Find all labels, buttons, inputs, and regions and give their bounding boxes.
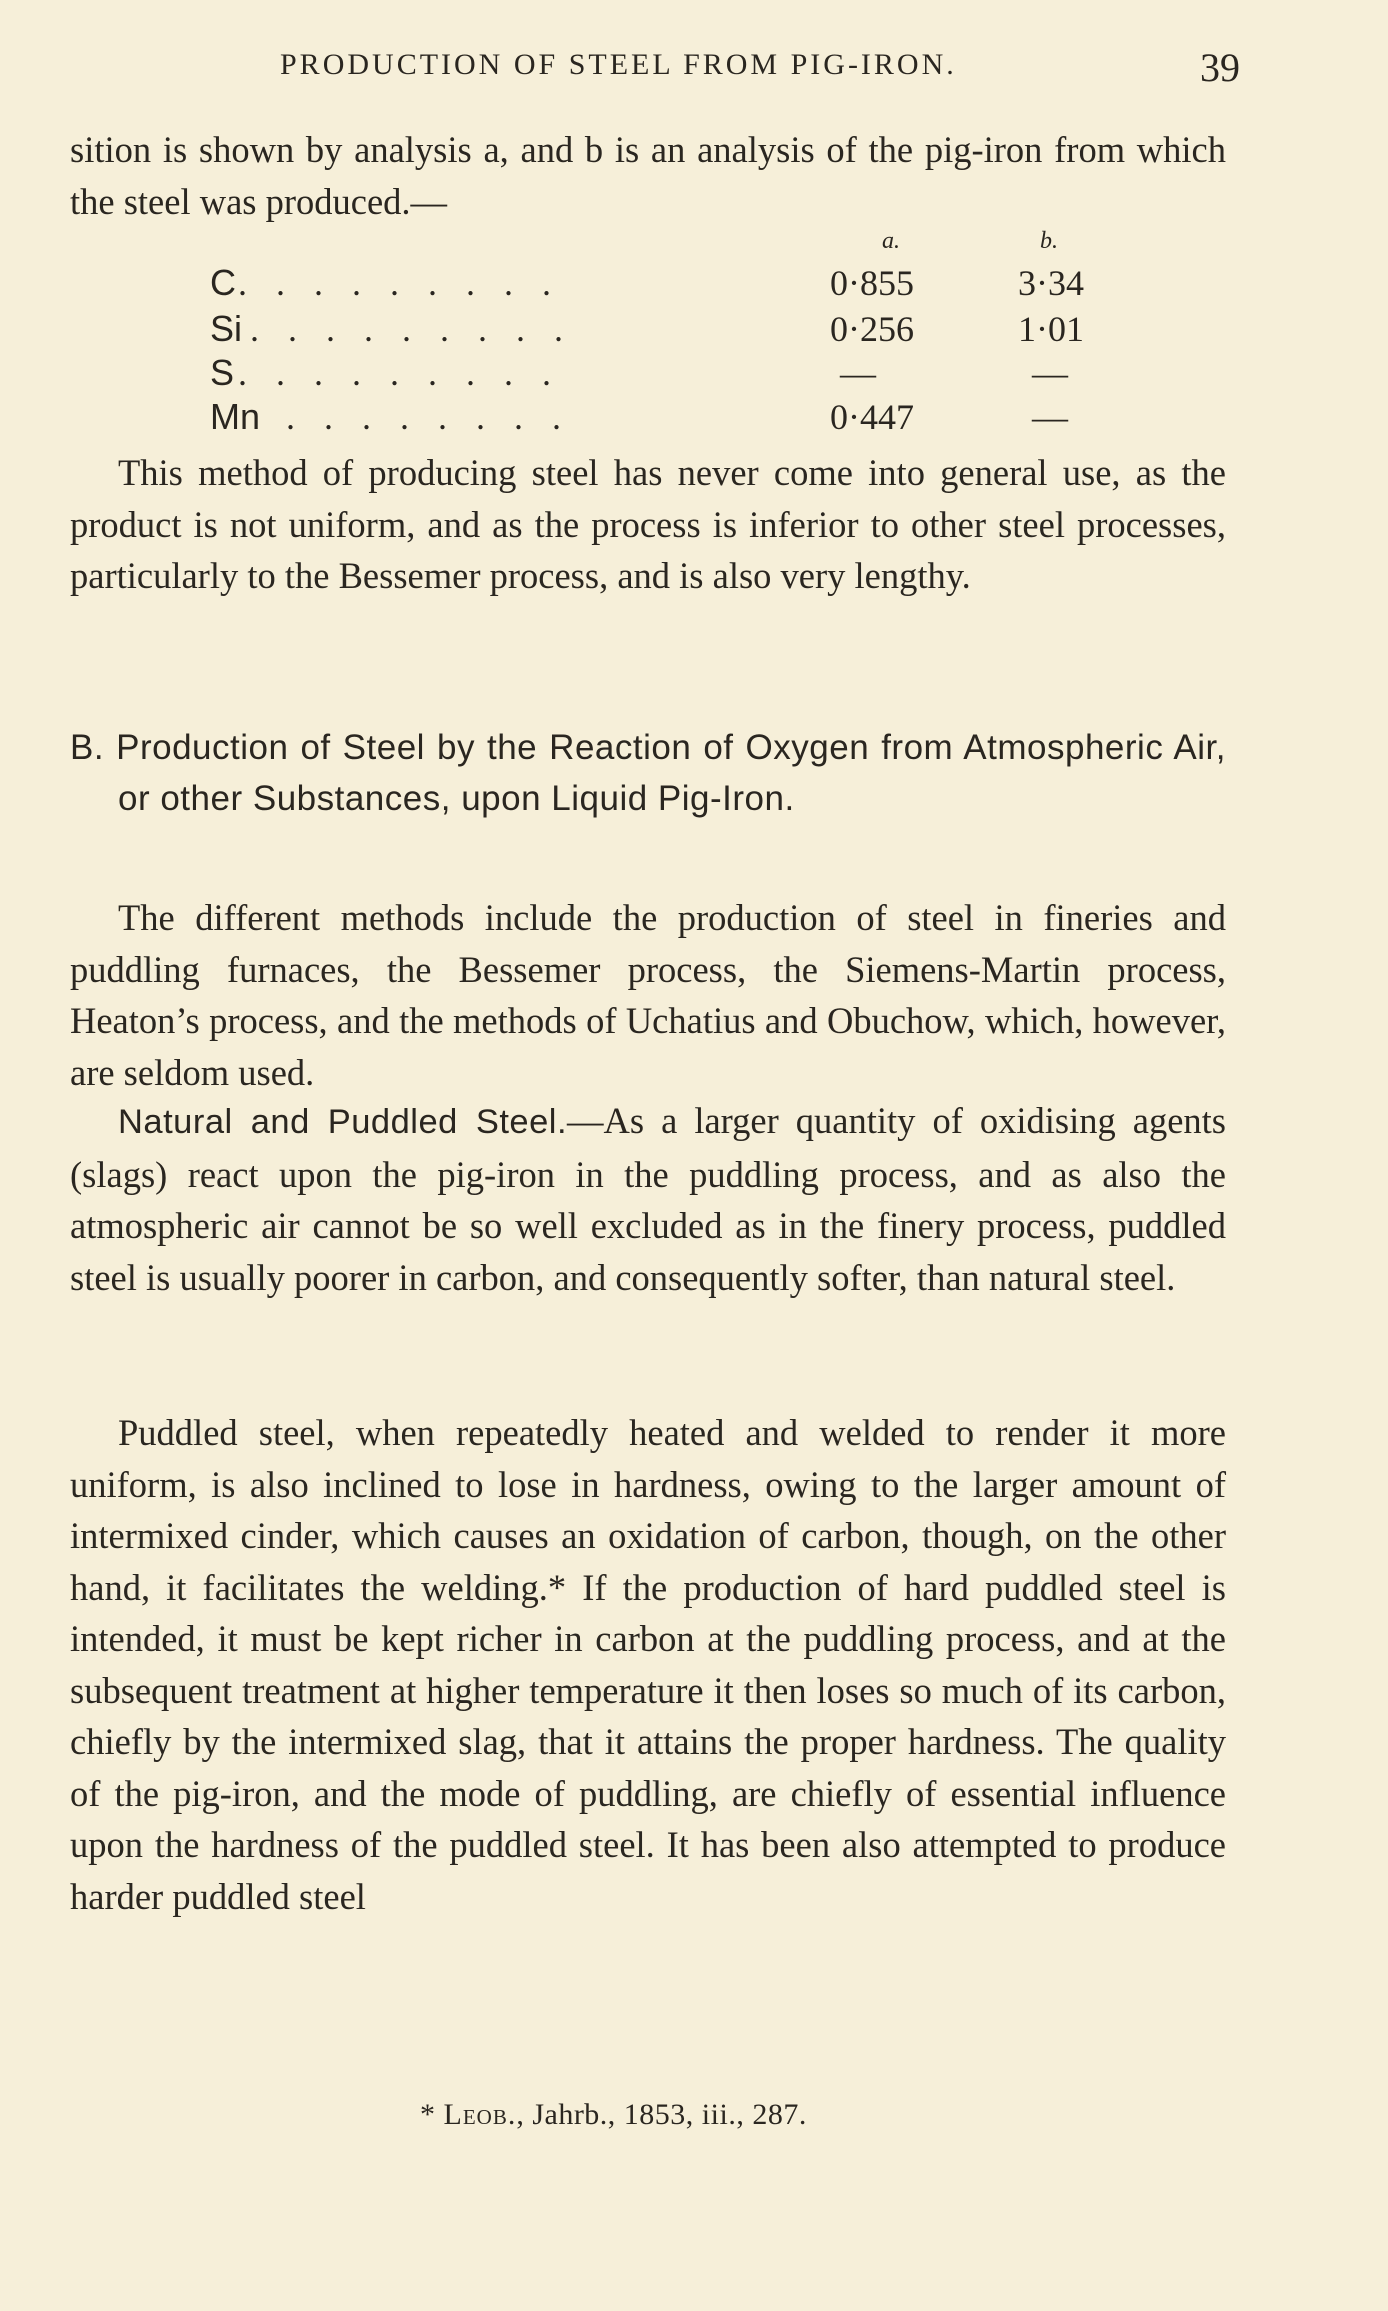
paragraph-body: —As a larger quantity of oxidising agents (slags) react upon the pig-iron in the puddling process, and as also the atmospheric air cannot be so well excluded as in the finery process, puddled steel is usually poorer in carbon, and consequently softer, than natural steel. (70, 1100, 1226, 1298)
leader-dots: . . . . . . . . . (238, 263, 561, 303)
element-label: Mn (210, 396, 261, 437)
leader-dots: . . . . . . . . . (238, 353, 561, 393)
leader-dots: . . . . . . . . (286, 397, 571, 437)
paragraph-text (70, 1095, 1226, 1303)
intro-text: sition is shown by analysis a, and b is an analysis of the pig-iron from which the steel was produced.— (70, 129, 1226, 222)
element-label: Si (210, 308, 243, 349)
section-heading-text: B. Production of Steel by the Reaction of Oxygen from Atmospheric Air, or other Substances, upon Liquid Pig-Iron. (70, 728, 1226, 818)
paragraph (70, 447, 1226, 602)
page-number: 39 (1200, 45, 1240, 90)
footnote (420, 2098, 807, 2132)
running-head: PRODUCTION OF STEEL FROM PIG-IRON. (280, 48, 957, 81)
value-b: — (1032, 353, 1068, 393)
table-row (210, 308, 1110, 352)
value-a: — (840, 353, 876, 393)
leader-dots: . . . . . . . . . (250, 309, 573, 349)
value-b: 1·01 (1018, 309, 1084, 349)
paragraph (70, 1407, 1226, 1922)
paragraph-text: Puddled steel, when repeatedly heated and welded to render it more uniform, is also inclined to lose in hardness, owing to the larger amount of intermixed cinder, which causes an oxidation of carbon, though, on the other hand, it facilitates the welding.* If the production of hard puddled steel is intended, it must be kept richer in carbon at the puddling process, and at the subsequent treatment at higher temperature it then loses so much of its carbon, chiefly by the intermixed slag, that it attains the proper hardness. The quality of the pig-iron, and the mode of puddling, are chiefly of essential influence upon the hardness of the puddled steel. It has been also attempted to produce harder puddled steel (70, 1412, 1226, 1917)
element-label: C (210, 262, 236, 303)
value-a: 0·855 (830, 263, 914, 303)
value-a: 0·256 (830, 309, 914, 349)
intro-paragraph (70, 124, 1226, 227)
analysis-table (210, 228, 1110, 438)
paragraph (70, 1095, 1226, 1303)
value-b: — (1032, 397, 1068, 437)
page-header (70, 44, 1240, 94)
table-row (210, 262, 1110, 306)
table-row (210, 352, 1110, 396)
table-row (210, 396, 1110, 440)
section-heading (70, 722, 1226, 824)
paragraph-text: The different methods include the production of steel in fineries and puddling furnaces, the Bessemer process, the Siemens-Martin process, Heaton’s process, and the methods of Uchatius and Obuchow, which, however, are seldom used. (70, 897, 1226, 1093)
footnote-reference: , Jahrb., 1853, iii., 287. (516, 2098, 807, 2131)
value-b: 3·34 (1018, 263, 1084, 303)
paragraph (70, 892, 1226, 1098)
value-a: 0·447 (830, 397, 914, 437)
element-label: S (210, 352, 235, 393)
column-header-a: a. (882, 228, 900, 254)
paragraph-text: This method of producing steel has never come into general use, as the product is not uniform, and as the process is inferior to other steel processes, particularly to the Bessemer process, and is also very lengthy. (70, 452, 1226, 596)
footnote-marker: * (420, 2098, 436, 2131)
column-header-b: b. (1040, 228, 1058, 254)
footnote-source: Leob. (443, 2098, 517, 2131)
paragraph-lead: Natural and Puddled Steel. (118, 1103, 568, 1141)
